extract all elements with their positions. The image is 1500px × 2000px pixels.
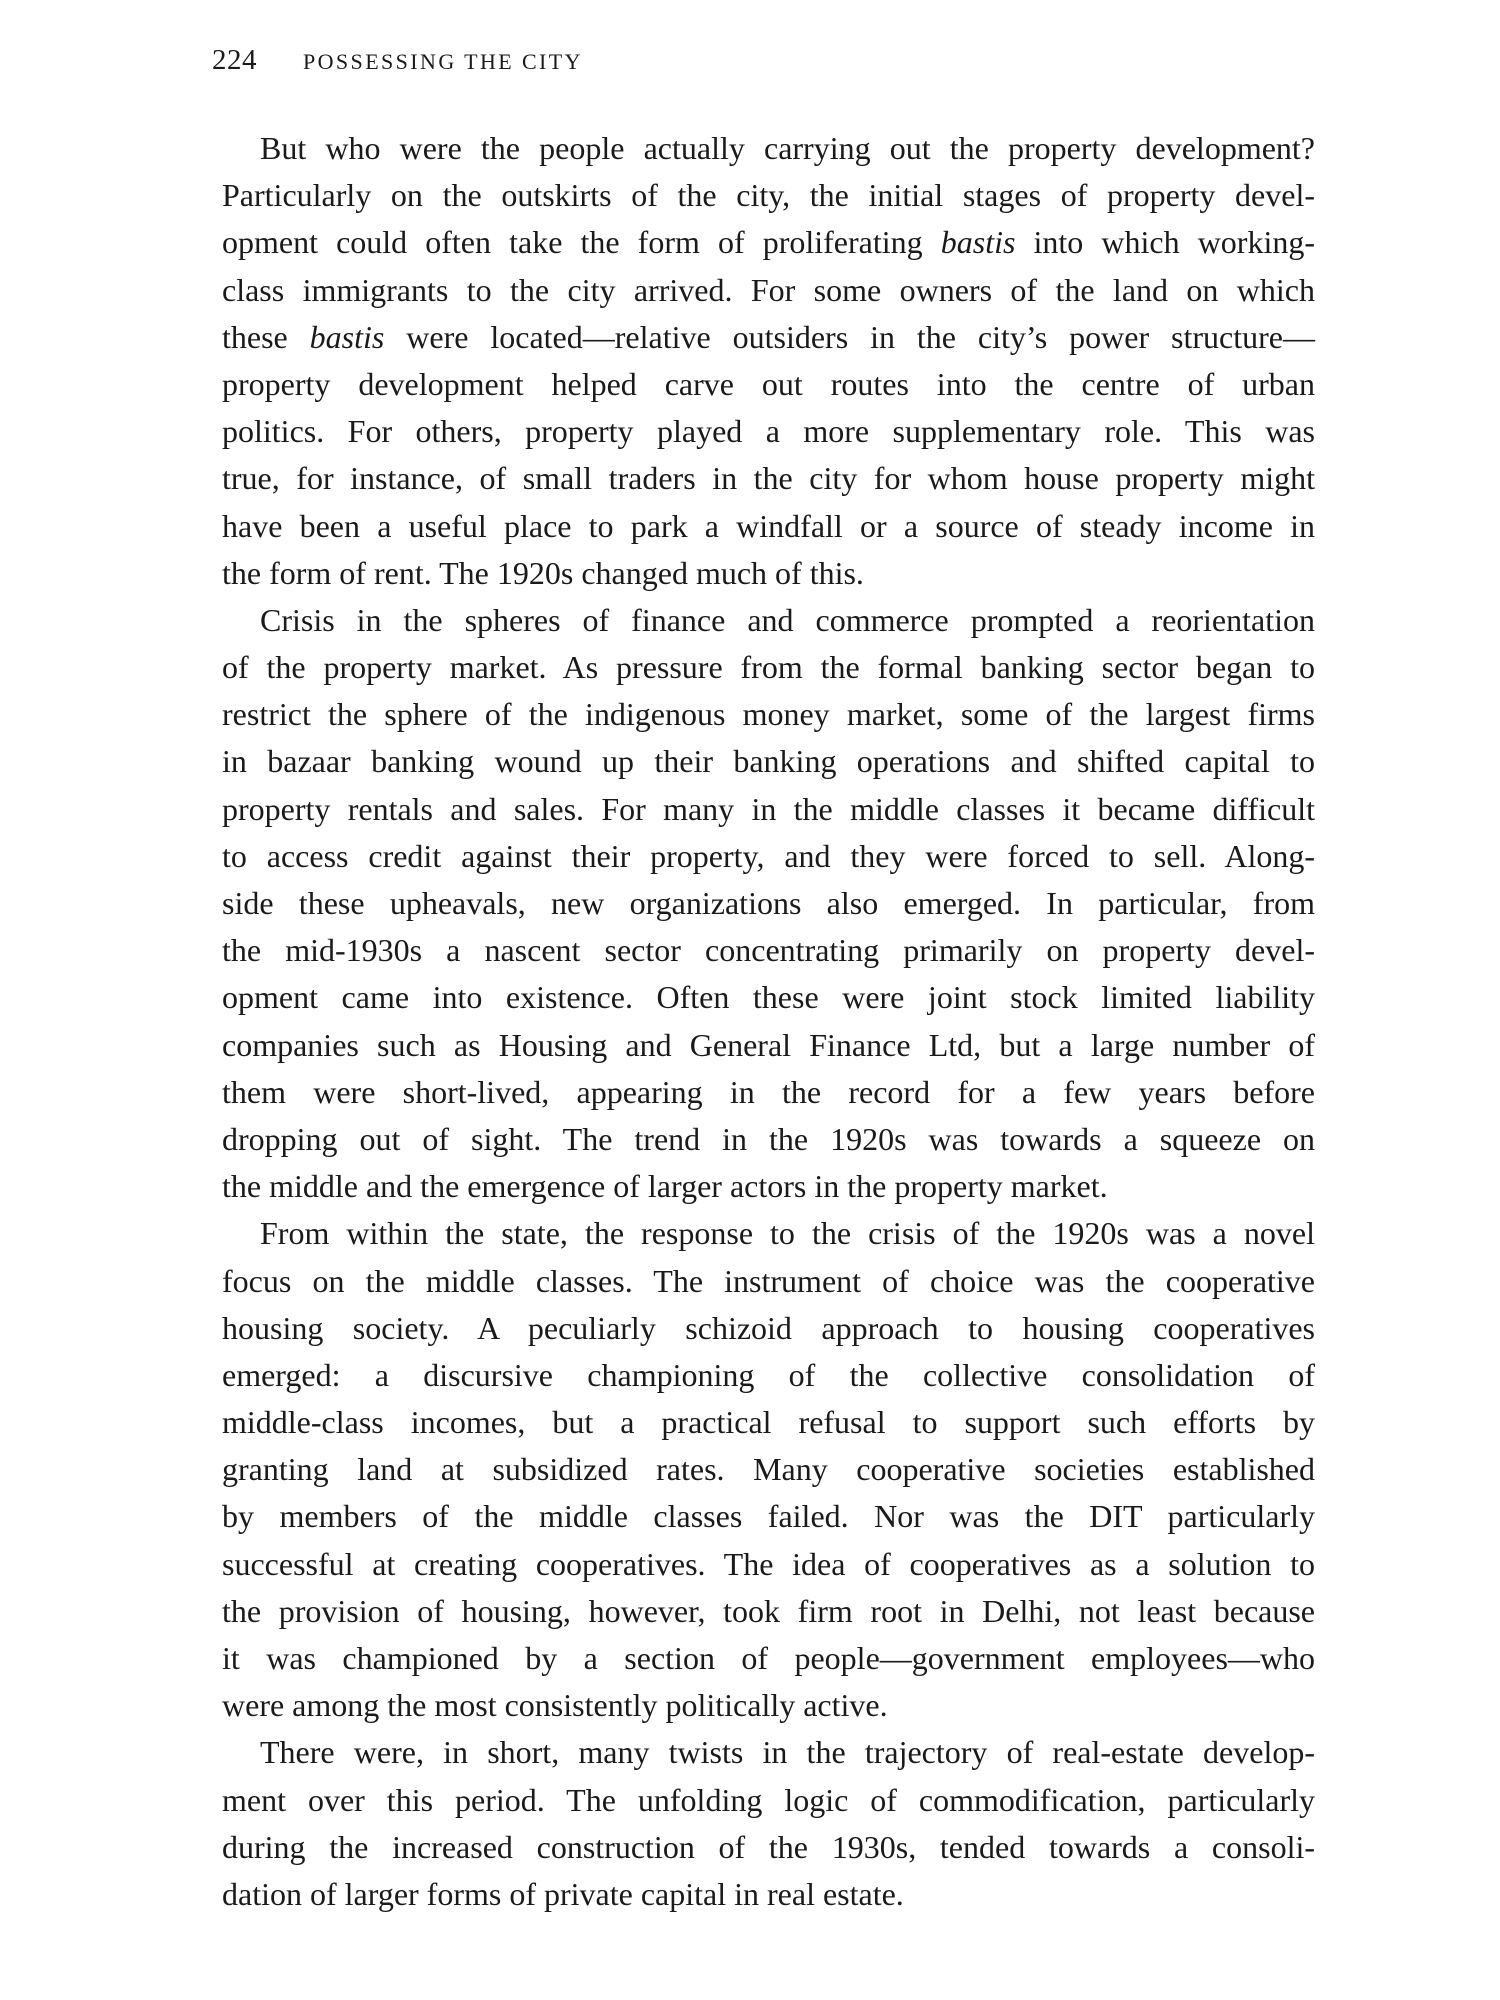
text-line: the provision of housing, however, took firm root in Delhi, not least because (222, 1592, 1315, 1629)
text-line: ment over this period. The unfolding logic of commodification, particularly (222, 1781, 1315, 1818)
paragraph-3 (222, 1210, 1315, 1729)
text-line: There were, in short, many twists in the trajectory of real-estate develop- (260, 1734, 1315, 1771)
text-line: housing society. A peculiarly schizoid approach to housing cooperatives (222, 1309, 1315, 1346)
text-line: granting land at subsidized rates. Many cooperative societies established (222, 1451, 1315, 1488)
italic-term: bastis (309, 318, 385, 355)
text-line: emerged: a discursive championing of the collective consolidation of (222, 1356, 1315, 1393)
paragraph-2 (222, 597, 1315, 1210)
text-line: focus on the middle classes. The instrument of choice was the cooperative (222, 1262, 1315, 1299)
page-number: 224 (212, 44, 257, 76)
text-line: them were short-lived, appearing in the record for a few years before (222, 1073, 1315, 1110)
text-line: companies such as Housing and General Finance Ltd, but a large number of (222, 1026, 1315, 1063)
text-line: Crisis in the spheres of finance and commerce prompted a reorientation (260, 601, 1315, 638)
text-line: politics. For others, property played a more supplementary role. This was (222, 413, 1315, 450)
text-line: restrict the sphere of the indigenous money market, some of the largest firms (222, 696, 1315, 733)
text-line: by members of the middle classes failed. Nor was the DIT particularly (222, 1498, 1315, 1535)
text-line: successful at creating cooperatives. The idea of cooperatives as a solution to (222, 1545, 1315, 1582)
text-line: the form of rent. The 1920s changed much of this. (222, 554, 864, 591)
body-text (222, 125, 1315, 1918)
text-line: the middle and the emergence of larger actors in the property market. (222, 1168, 1108, 1205)
text-line: Particularly on the outskirts of the city, the initial stages of property devel- (222, 177, 1315, 214)
text-line: these bastis were located—relative outsiders in the city’s power structure— (222, 318, 1316, 355)
text-line: have been a useful place to park a windfall or a source of steady income in (222, 507, 1315, 544)
text-line: class immigrants to the city arrived. For some owners of the land on which (222, 271, 1315, 308)
paragraph-4 (222, 1729, 1315, 1918)
text-line: opment came into existence. Often these were joint stock limited liability (222, 979, 1315, 1016)
text-line: during the increased construction of the 1930s, tended towards a consoli- (222, 1828, 1315, 1865)
text-line: property rentals and sales. For many in the middle classes it became difficult (222, 790, 1315, 827)
running-title: POSSESSING THE CITY (303, 49, 583, 74)
text-line: But who were the people actually carrying out the property development? (260, 130, 1315, 166)
running-head (212, 44, 583, 84)
text-line: side these upheavals, new organizations also emerged. In particular, from (222, 885, 1315, 921)
text-line: property development helped carve out routes into the centre of urban (222, 365, 1315, 402)
text-line: were among the most consistently politically active. (222, 1687, 888, 1724)
text-line: in bazaar banking wound up their banking operations and shifted capital to (222, 743, 1315, 780)
text-line: true, for instance, of small traders in the city for whom house property might (222, 460, 1315, 497)
text-line: From within the state, the response to the crisis of the 1920s was a novel (260, 1215, 1315, 1252)
text-line: the mid-1930s a nascent sector concentrating primarily on property devel- (222, 932, 1315, 969)
text-line: dropping out of sight. The trend in the 1920s was towards a squeeze on (222, 1120, 1315, 1157)
paragraph-1 (222, 125, 1315, 597)
italic-term: bastis (940, 224, 1016, 261)
text-line: opment could often take the form of proliferating bastis into which working- (222, 224, 1316, 261)
text-line: dation of larger forms of private capital in real estate. (222, 1875, 904, 1912)
text-line: of the property market. As pressure from the formal banking sector began to (222, 649, 1315, 686)
text-line: it was championed by a section of people—government employees—who (222, 1640, 1315, 1676)
text-line: middle-class incomes, but a practical refusal to support such efforts by (222, 1404, 1315, 1441)
text-line: to access credit against their property, and they were forced to sell. Along- (222, 837, 1315, 874)
